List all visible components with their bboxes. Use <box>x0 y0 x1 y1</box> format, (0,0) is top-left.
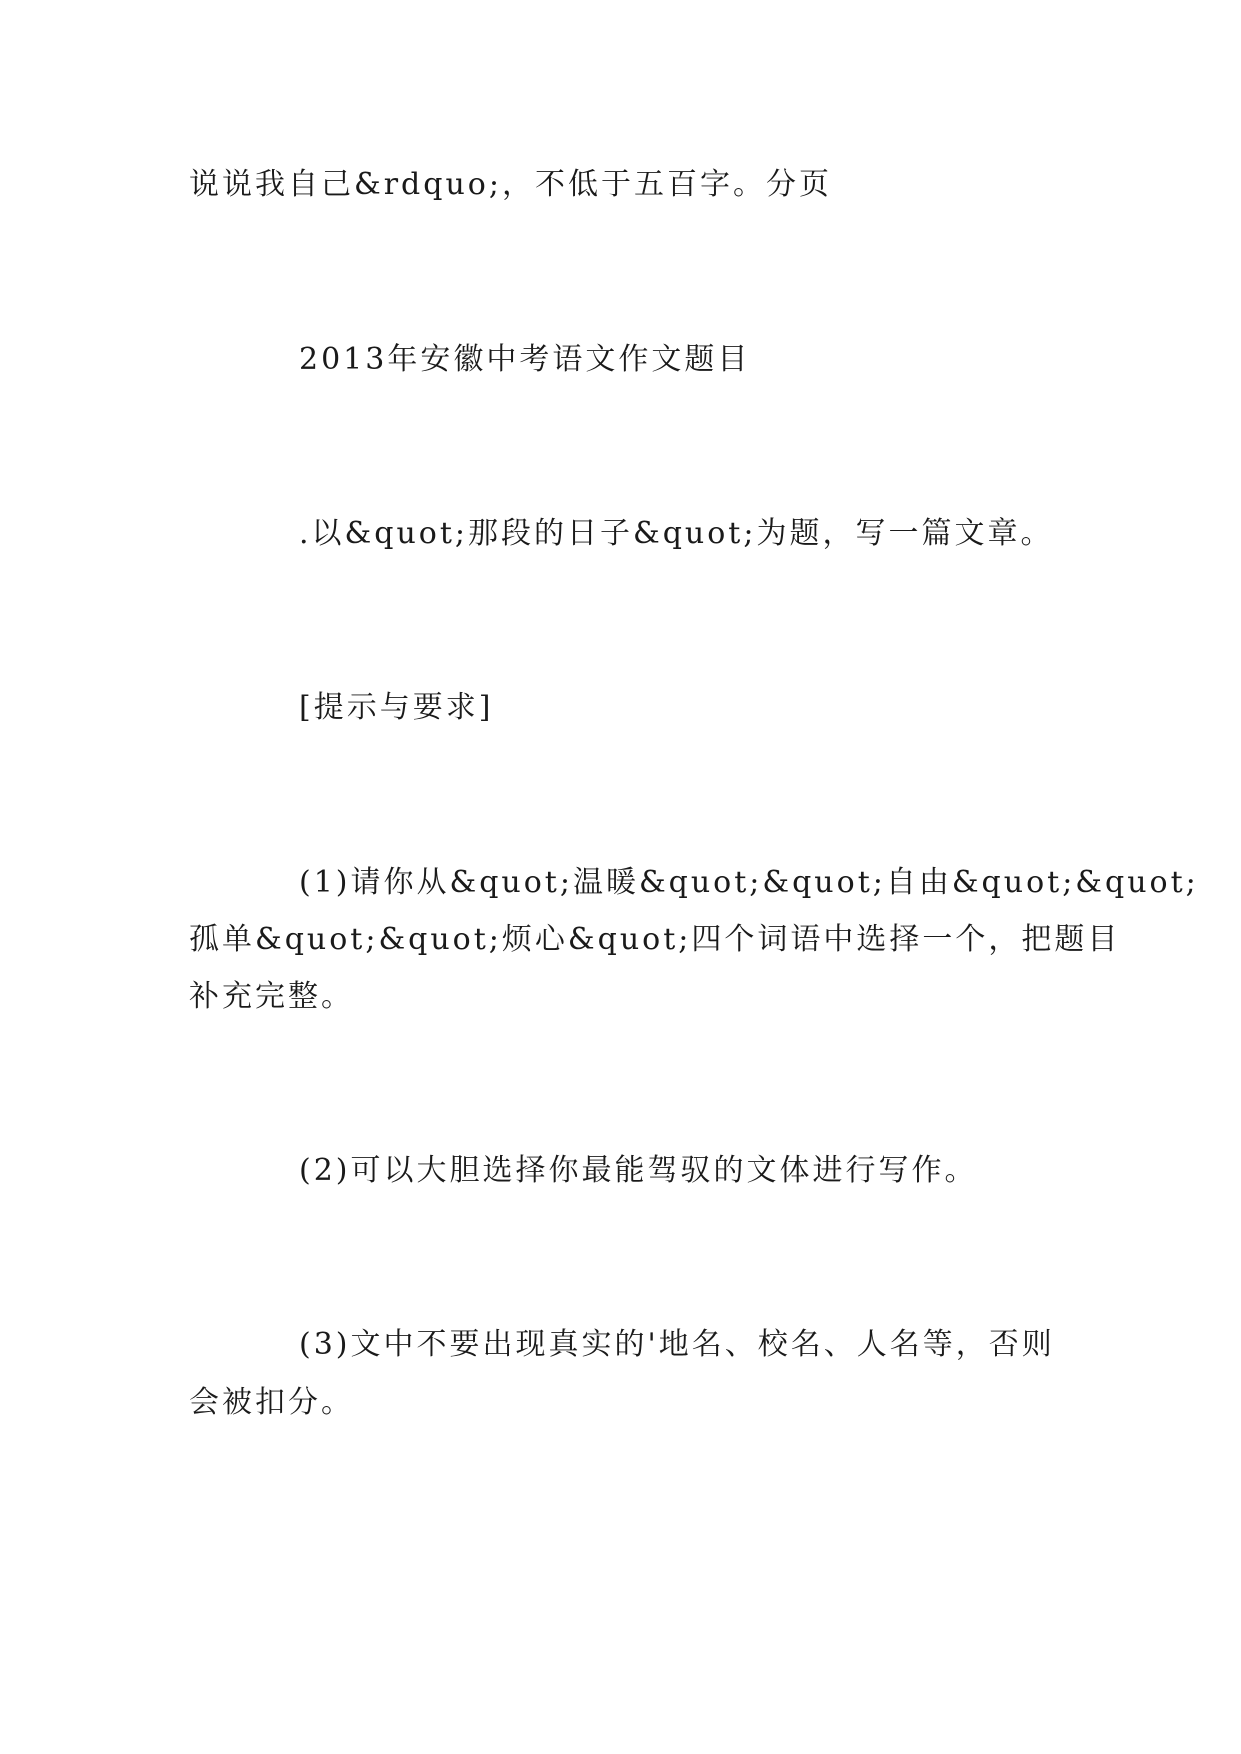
requirement-1-line-3: 补充完整。 <box>189 979 354 1014</box>
requirement-1-line-2: 孤单&quot;&quot;烦心&quot;四个词语中选择一个，把题目 <box>189 922 1121 957</box>
requirement-2: (2)可以大胆选择你最能驾驭的文体进行写作。 <box>299 1153 978 1188</box>
requirement-3-line-1: (3)文中不要出现真实的'地名、校名、人名等，否则 <box>299 1327 1055 1362</box>
requirement-1-line-1: (1)请你从&quot;温暖&quot;&quot;自由&quot;&quot; <box>299 865 1199 900</box>
requirement-3-line-2: 会被扣分。 <box>189 1385 354 1420</box>
section-heading: 2013年安徽中考语文作文题目 <box>299 342 751 377</box>
hint-title: [提示与要求] <box>299 690 494 725</box>
essay-prompt: .以&quot;那段的日子&quot;为题，写一篇文章。 <box>299 516 1054 551</box>
text-line-continuation: 说说我自己&rdquo;，不低于五百字。分页 <box>189 167 832 202</box>
